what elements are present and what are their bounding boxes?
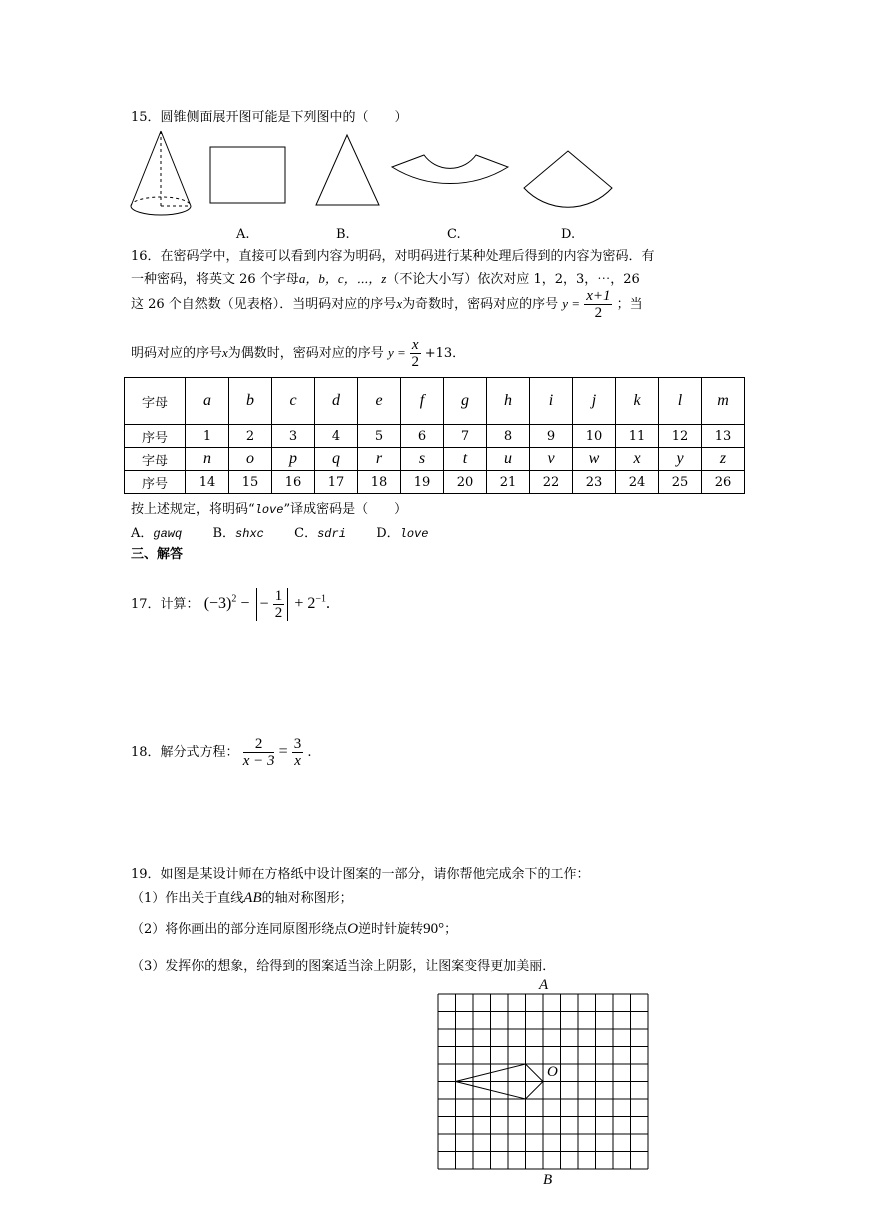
row-label: 字母 bbox=[125, 448, 186, 471]
option-b-triangle bbox=[314, 133, 384, 208]
choice-d: D．love bbox=[376, 526, 429, 541]
q16-line2: 一种密码，将英文 26 个字母a，b，c，⋯，z（不论大小写）依次对应 1，2，3，⋯，26 bbox=[131, 271, 640, 287]
q19-item3: （3）发挥你的想象，给得到的图案适当涂上阴影，让图案变得更加美丽． bbox=[131, 959, 556, 974]
q17: 17．计算： $(-3)^2$ − − $\frac{1}{2}$ + $2^{-1}$. bbox=[131, 588, 331, 621]
label-b: B bbox=[543, 1172, 553, 1188]
fraction-x-over-2: $\frac{x}{2}$ bbox=[411, 337, 419, 370]
table-row: 序号 1 2 3 4 5 6 7 8 9 10 11 12 13 bbox=[125, 425, 745, 448]
q18: 18．解分式方程： $\frac{2}{x - 3}$ = $\frac{3}{x}$ . bbox=[131, 736, 312, 769]
fraction-x-plus-1-over-2: $\frac{x+1}{2}$ bbox=[586, 288, 611, 321]
fraction-3-over-x: $\frac{3}{x}$ bbox=[293, 736, 302, 769]
table-row: 序号 14 15 16 17 18 19 20 21 22 23 24 25 26 bbox=[125, 471, 745, 494]
fraction-2-over-x-minus-3: $\frac{2}{x - 3}$ bbox=[242, 736, 275, 769]
option-d-label: D. bbox=[561, 227, 576, 242]
fraction-one-half: $\frac{1}{2}$ bbox=[274, 588, 283, 621]
q19-stem: 19．如图是某设计师在方格纸中设计图案的一部分，请你帮他完成余下的工作： bbox=[131, 867, 590, 882]
section-heading: 三、解答 bbox=[131, 547, 184, 562]
label-o: O bbox=[547, 1064, 558, 1080]
option-d-sector bbox=[520, 148, 616, 220]
option-c-label: C. bbox=[447, 227, 461, 242]
row-label: 字母 bbox=[125, 378, 186, 425]
label-a: A bbox=[539, 977, 549, 993]
q16-choices bbox=[131, 522, 428, 541]
option-b-label: B. bbox=[336, 227, 350, 242]
q19-item2: （2）将你画出的部分连同原图形绕点O逆时针旋转90°； bbox=[131, 921, 458, 937]
table-row: 字母 a b c d e f g h i j k l m bbox=[125, 378, 745, 425]
grid-figure bbox=[438, 994, 652, 1172]
q16-line4: 明码对应的序号x为偶数时，密码对应的序号 y = $\frac{x}{2}$ +13． bbox=[131, 337, 466, 370]
q16-line3: 这 26 个自然数（见表格）．当明码对应的序号x为奇数时，密码对应的序号 y = $\frac{x+1}{2}$ ；当 bbox=[131, 288, 643, 321]
choice-b: B．shxc bbox=[212, 526, 264, 541]
q15-stem: 15．圆锥侧面展开图可能是下列图中的（ ） bbox=[131, 110, 408, 125]
cipher-table bbox=[124, 377, 745, 494]
q16-after-table: 按上述规定，将明码“love”译成密码是（ ） bbox=[131, 502, 408, 517]
option-a-rectangle bbox=[209, 146, 287, 206]
row-label: 序号 bbox=[125, 471, 186, 494]
option-c-annular-sector bbox=[390, 150, 510, 208]
choice-a: A．gawq bbox=[131, 526, 183, 541]
q16-line1: 16．在密码学中，直接可以看到内容为明码，对明码进行某种处理后得到的内容为密码．有 bbox=[131, 249, 655, 264]
choice-c: C．sdri bbox=[294, 526, 346, 541]
cone-figure bbox=[125, 128, 200, 223]
option-a-label: A. bbox=[236, 227, 250, 242]
q19-item1: （1）作出关于直线AB的轴对称图形； bbox=[131, 890, 353, 906]
row-label: 序号 bbox=[125, 425, 186, 448]
table-row: 字母 n o p q r s t u v w x y z bbox=[125, 448, 745, 471]
